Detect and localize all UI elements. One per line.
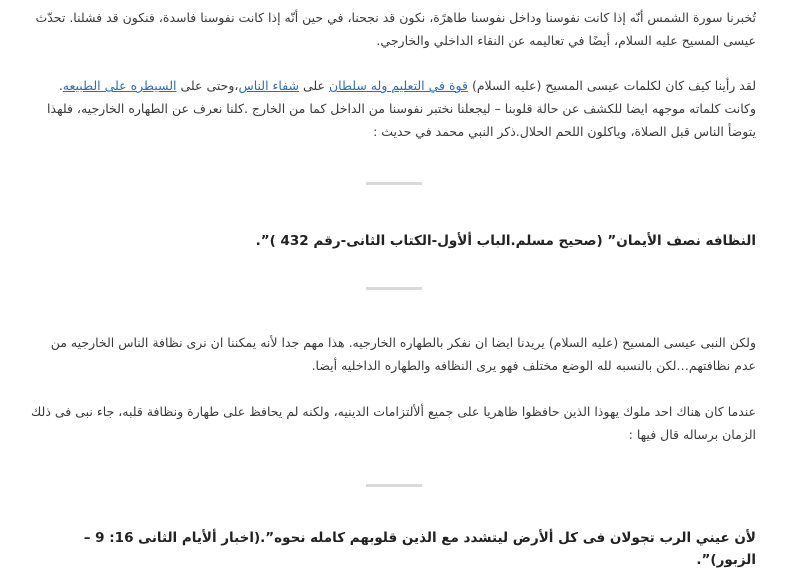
paragraph-text: عندما كان هناك احد ملوك يهوذا الذين حافظوا ظاهريا على جميع ألألتزامات الدينيه، ولكنه لم يحافظ على طهارة ونظافة قلبه، جاء نبى فى ذلك الزمان برساله قال فيها : <box>30 404 756 442</box>
paragraph-text-connector: ،وحتى على <box>176 78 239 93</box>
paragraph-purity-intro <box>26 6 756 52</box>
hadith-quote: النظافه نصف الأيمان” (صحيح مسلم.الباب ألأول-الكتاب الثانى-رقم 432 )”. <box>255 233 756 249</box>
paragraph-text-end: . وكانت كلماته موجهه ايضا للكشف عن حالة قلوبنا – ليجعلنا نختبر نفوسنا من الداخل كما من الخارج .كلنا نعرف عن الطهاره الخارجيه، فلهذا يتوضأ الناس قبل الصلاة، وياكلون اللحم الحلال.ذكر النبي محمد في حديث : <box>47 78 756 139</box>
paragraph-text: تُخبرنا سورة الشمس أنّه إذا كانت نفوسنا وداخل نفوسنا طاهرًة، نكون قد نجحنا، في حين أنّه إذا كانت نفوسنا فاسدة، فنكون قد فشلنا. تحدّث عيسى المسيح عليه السلام، أيضًا في تعاليمه عن النقاء الداخلي والخارجي. <box>35 10 756 48</box>
section-divider <box>366 484 422 487</box>
link-authority-teaching[interactable]: قوة في التعليم وله سلطان <box>328 78 468 93</box>
paragraph-text: ولكن النبى عيسى المسيح (عليه السلام) يريدنا ايضا ان نفكر بالطهاره الخارجيه. هذا مهم جدا لأنه يمكننا ان نرى نظافة الناس الخارجيه من عدم نظافتهم…لكن بالنسبه لله الوضع مختلف فهو يرى النظافه والطهاره الداخليه أيضا. <box>50 335 756 373</box>
paragraph-king-of-judah <box>26 400 756 446</box>
paragraph-inner-purity <box>26 331 756 377</box>
paragraph-teachings <box>26 74 756 143</box>
zabur-quote: لأن عيني الرب تجولان فى كل ألأرض ليتشدد مع الذين قلوبهم كامله نحوه”.(اخبار ألأيام الثانى 16: 9 – الزبور)”. <box>83 530 756 568</box>
link-healing-people[interactable]: شفاء الناس <box>238 78 300 93</box>
paragraph-text-start: لقد رأينا كيف كان لكلمات عيسى المسيح (عليه السلام) <box>467 78 756 93</box>
section-divider <box>366 182 422 185</box>
paragraph-text-connector: على <box>299 78 329 93</box>
link-control-nature[interactable]: السيطره على الطبيعه <box>62 78 177 93</box>
section-divider <box>366 287 422 290</box>
